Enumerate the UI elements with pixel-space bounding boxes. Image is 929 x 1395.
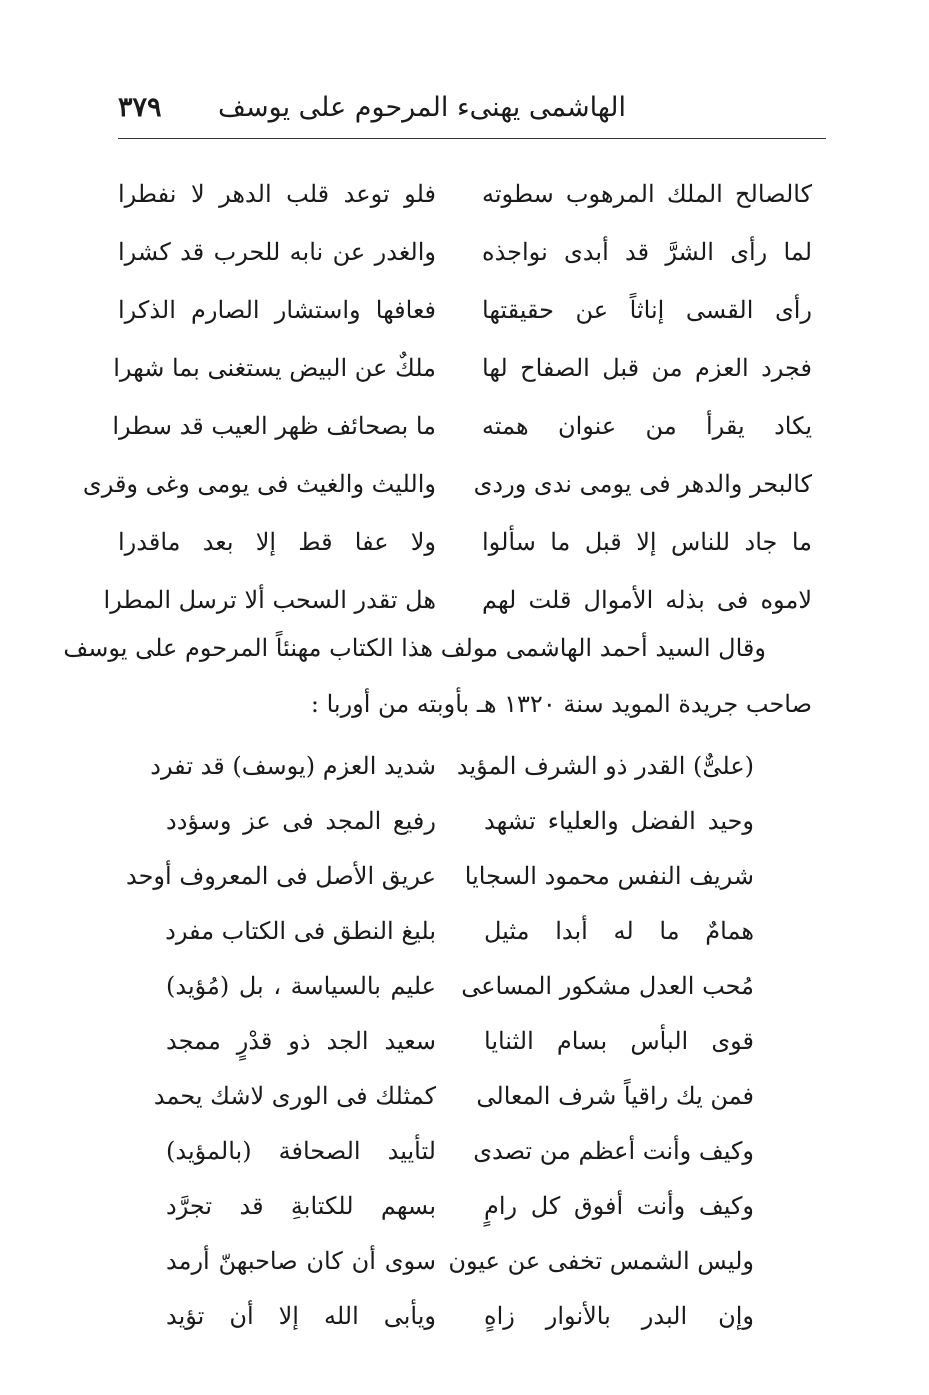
second-hemistich: والليث والغيث فى يومى وغى وقرى bbox=[82, 470, 436, 498]
first-hemistich: همامٌ ما له أبدا مثيل bbox=[484, 917, 754, 945]
second-hemistich: لتأييد الصحافة (بالمؤيد) bbox=[166, 1137, 436, 1165]
second-hemistich: عليم بالسياسة ، بل (مُؤيد) bbox=[166, 972, 436, 1000]
running-title: الهاشمى يهنىء المرحوم على يوسف bbox=[218, 92, 626, 123]
second-hemistich: كمثلك فى الورى لاشك يحمد bbox=[153, 1082, 436, 1110]
second-hemistich: ويأبى الله إلا أن تؤيد bbox=[166, 1302, 436, 1330]
first-hemistich: وإن البدر بالأنوار زاهٍ bbox=[484, 1302, 754, 1330]
second-hemistich: ولا عفا قط إلا بعد ماقدرا bbox=[118, 528, 436, 556]
first-hemistich: فمن يك راقياً شرف المعالى bbox=[476, 1082, 754, 1110]
header-rule bbox=[118, 138, 826, 139]
first-hemistich: كالصالح الملك المرهوب سطوته bbox=[482, 180, 812, 208]
second-hemistich: فلو توعد قلب الدهر لا نفطرا bbox=[118, 180, 436, 208]
first-hemistich: رأى القسى إناثاً عن حقيقتها bbox=[482, 296, 812, 324]
first-hemistich: لاموه فى بذله الأموال قلت لهم bbox=[482, 586, 812, 614]
first-hemistich: وكيف وأنت أفوق كل رامٍ bbox=[484, 1192, 754, 1220]
first-hemistich: وليس الشمس تخفى عن عيون bbox=[448, 1247, 754, 1275]
first-hemistich: شريف النفس محمود السجايا bbox=[464, 862, 754, 890]
prose-line-2: صاحب جريدة المويد سنة ١٣٢٠ هـ بأوبته من أوربا : bbox=[310, 690, 812, 718]
second-hemistich: عريق الأصل فى المعروف أوحد bbox=[126, 862, 436, 890]
second-hemistich: ما بصحائف ظهر العيب قد سطرا bbox=[112, 412, 436, 440]
first-hemistich: فجرد العزم من قبل الصفاح لها bbox=[482, 354, 812, 382]
prose-paragraph bbox=[63, 628, 826, 728]
second-hemistich: والغدر عن نابه للحرب قد كشرا bbox=[118, 238, 436, 266]
second-hemistich: ملكٌ عن البيض يستغنى بما شهرا bbox=[113, 354, 436, 382]
first-hemistich: يكاد يقرأ من عنوان همته bbox=[482, 412, 812, 440]
first-hemistich: وحيد الفضل والعلياء تشهد bbox=[484, 807, 754, 835]
second-hemistich: هل تقدر السحب ألا ترسل المطرا bbox=[103, 586, 436, 614]
first-hemistich: قوى البأس بسام الثنايا bbox=[484, 1027, 754, 1055]
second-hemistich: فعافها واستشار الصارم الذكرا bbox=[118, 296, 436, 324]
prose-line-1: وقال السيد أحمد الهاشمى مولف هذا الكتاب مهنئاً المرحوم على يوسف bbox=[63, 634, 766, 662]
first-hemistich: ما جاد للناس إلا قبل ما سألوا bbox=[482, 528, 812, 556]
second-hemistich: بليغ النطق فى الكتاب مفرد bbox=[165, 917, 436, 945]
second-hemistich: رفيع المجد فى عز وسؤدد bbox=[166, 807, 436, 835]
first-hemistich: كالبحر والدهر فى يومى ندى وردى bbox=[473, 470, 812, 498]
page-number: ٣٧٩ bbox=[118, 92, 162, 123]
first-hemistich: وكيف وأنت أعظم من تصدى bbox=[473, 1137, 754, 1165]
second-hemistich: سعيد الجد ذو قدْرٍ ممجد bbox=[166, 1027, 436, 1055]
first-hemistich: (علىٌّ) القدر ذو الشرف المؤيد bbox=[456, 752, 754, 780]
second-hemistich: شديد العزم (يوسف) قد تفرد bbox=[150, 752, 436, 780]
second-hemistich: سوى أن كان صاحبهنّ أرمد bbox=[166, 1247, 436, 1275]
first-hemistich: لما رأى الشرَّ قد أبدى نواجذه bbox=[482, 238, 812, 266]
first-hemistich: مُحب العدل مشكور المساعى bbox=[461, 972, 754, 1000]
second-hemistich: بسهم للكتابةِ قد تجرَّد bbox=[166, 1192, 436, 1220]
page-header bbox=[118, 88, 826, 128]
